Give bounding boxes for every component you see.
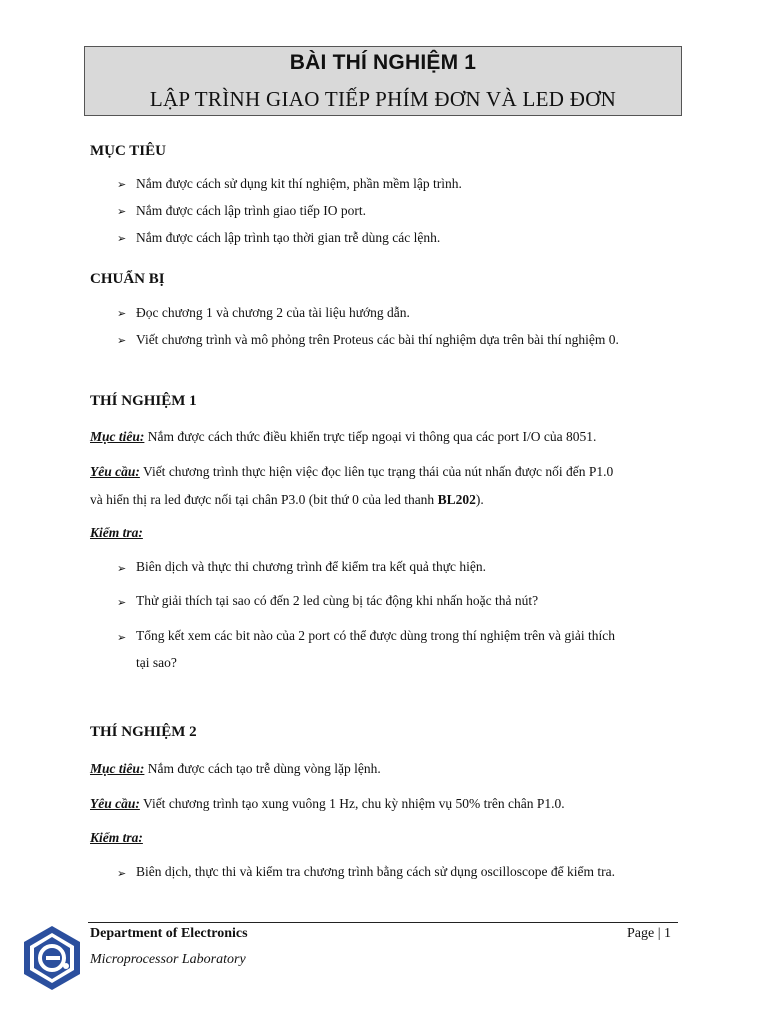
electronics-logo-icon <box>22 924 82 992</box>
section-heading-tn1: THÍ NGHIỆM 1 <box>90 393 197 409</box>
tn1-objective <box>90 429 596 445</box>
footer-lab: Microprocessor Laboratory <box>90 952 246 967</box>
list-item: Viết chương trình và mô phỏng trên Proteus các bài thí nghiệm dựa trên bài thí nghiệm 0. <box>136 332 619 347</box>
objective-label: Mục tiêu: <box>90 429 145 444</box>
footer-department: Department of Electronics <box>90 926 248 941</box>
arrow-bullet-icon: ➢ <box>117 206 127 218</box>
arrow-bullet-icon: ➢ <box>117 632 127 644</box>
tn2-objective <box>90 761 381 777</box>
requirement-text-cont: và hiển thị ra led được nối tại chân P3.0 (bit thứ 0 của led thanh <box>90 492 438 507</box>
tn2-check-label <box>90 830 143 846</box>
list-item: Nắm được cách lập trình tạo thời gian trễ dùng các lệnh. <box>136 230 441 245</box>
tn2-requirement <box>90 796 565 812</box>
tn1-requirement-cont <box>90 492 484 508</box>
page-subtitle: LẬP TRÌNH GIAO TIẾP PHÍM ĐƠN VÀ LED ĐƠN <box>149 87 617 111</box>
objective-text: Nắm được cách thức điều khiển trực tiếp ngoại vi thông qua các port I/O của 8051. <box>144 429 597 444</box>
list-item: Nắm được cách sử dụng kit thí nghiệm, phần mềm lập trình. <box>136 176 462 191</box>
footer-divider <box>88 922 678 923</box>
arrow-bullet-icon: ➢ <box>117 597 127 609</box>
requirement-bold-part: BL202 <box>437 492 476 507</box>
section-heading-chuan-bi: CHUẨN BỊ <box>90 271 165 287</box>
arrow-bullet-icon: ➢ <box>117 233 127 245</box>
list-item: Thử giải thích tại sao có đến 2 led cùng bị tác động khi nhấn hoặc thả nút? <box>136 593 539 608</box>
arrow-bullet-icon: ➢ <box>117 563 127 575</box>
objective-label: Mục tiêu: <box>90 761 145 776</box>
list-item: Nắm được cách lập trình giao tiếp IO port. <box>136 203 367 218</box>
tn1-check-label <box>90 525 143 541</box>
arrow-bullet-icon: ➢ <box>117 868 127 880</box>
tn1-requirement <box>90 464 613 480</box>
requirement-end: ). <box>475 492 484 507</box>
list-item: Biên dịch, thực thi và kiểm tra chương trình bằng cách sử dụng oscilloscope để kiểm tra. <box>136 864 615 879</box>
section-heading-muc-tieu: MỤC TIÊU <box>90 143 166 159</box>
list-item: Đọc chương 1 và chương 2 của tài liệu hướng dẫn. <box>136 305 410 320</box>
arrow-bullet-icon: ➢ <box>117 335 127 347</box>
list-item: Tổng kết xem các bit nào của 2 port có thể được dùng trong thí nghiệm trên và giải thích <box>136 628 615 643</box>
arrow-bullet-icon: ➢ <box>117 308 127 320</box>
title-box <box>84 46 682 116</box>
page-number: Page | 1 <box>627 926 672 941</box>
requirement-text: Viết chương trình thực hiện việc đọc liên tục trạng thái của nút nhấn được nối đến P1.0 <box>139 464 614 479</box>
list-item-cont: tại sao? <box>136 655 177 670</box>
requirement-label: Yêu cầu: <box>90 464 140 479</box>
arrow-bullet-icon: ➢ <box>117 179 127 191</box>
page-title: BÀI THÍ NGHIỆM 1 <box>289 51 477 74</box>
objective-text: Nắm được cách tạo trễ dùng vòng lặp lệnh. <box>144 761 381 776</box>
check-label: Kiểm tra: <box>90 830 143 845</box>
check-label: Kiểm tra: <box>90 525 143 540</box>
requirement-text: Viết chương trình tạo xung vuông 1 Hz, chu kỳ nhiệm vụ 50% trên chân P1.0. <box>139 796 565 811</box>
section-heading-tn2: THÍ NGHIỆM 2 <box>90 724 197 740</box>
requirement-label: Yêu cầu: <box>90 796 140 811</box>
list-item: Biên dịch và thực thi chương trình để kiểm tra kết quả thực hiện. <box>136 559 486 574</box>
